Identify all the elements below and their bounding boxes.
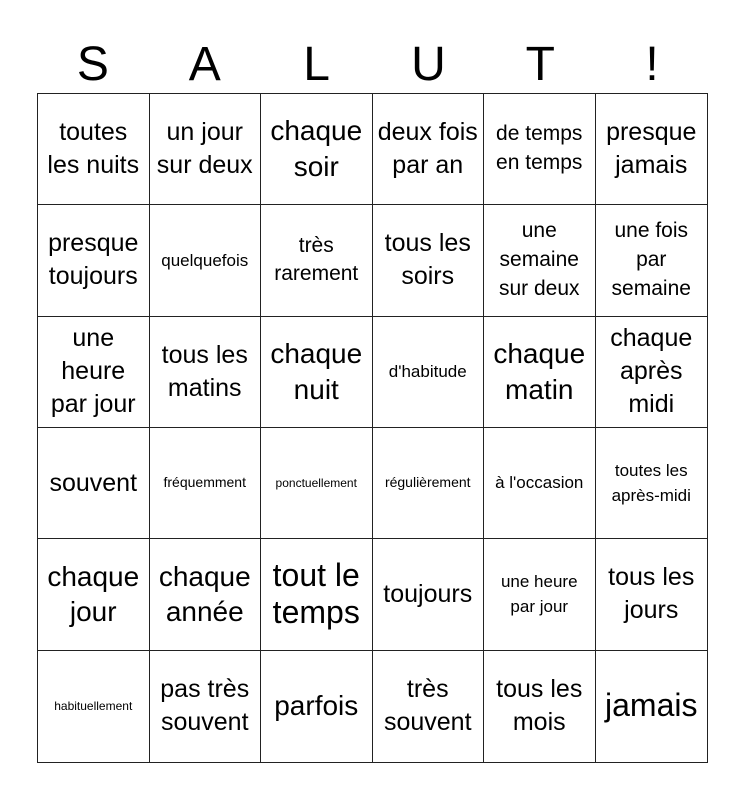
bingo-cell[interactable]: deux fois par an (373, 94, 485, 205)
title-letter: U (411, 38, 446, 91)
bingo-cell[interactable]: à l'occasion (484, 428, 596, 539)
title-letter: L (303, 38, 330, 91)
bingo-cell[interactable]: tous les soirs (373, 205, 485, 316)
bingo-cell[interactable]: tout le temps (261, 539, 373, 650)
bingo-cell[interactable]: très souvent (373, 651, 485, 762)
card-title (37, 36, 708, 93)
title-letter: A (188, 38, 221, 91)
bingo-cell[interactable]: jamais (605, 687, 698, 724)
bingo-cell[interactable]: chaque soir (261, 94, 373, 205)
bingo-cell[interactable]: d'habitude (373, 317, 485, 428)
bingo-cell[interactable]: quelquefois (150, 205, 262, 316)
bingo-grid (37, 93, 708, 763)
title-letter: S (76, 38, 109, 91)
bingo-cell[interactable]: tous les jours (596, 539, 708, 650)
bingo-cell[interactable]: toutes les nuits (38, 94, 150, 205)
bingo-cell[interactable]: tous les matins (150, 317, 262, 428)
bingo-cell[interactable]: habituellement (38, 651, 150, 762)
bingo-cell[interactable]: un jour sur deux (150, 94, 262, 205)
bingo-cell[interactable]: fréquemment (150, 428, 262, 539)
title-letter: ! (645, 38, 659, 91)
bingo-cell[interactable]: parfois (261, 651, 373, 762)
bingo-cell[interactable]: toujours (373, 539, 485, 650)
bingo-cell[interactable]: pas très souvent (150, 651, 262, 762)
bingo-cell[interactable]: très rarement (261, 205, 373, 316)
bingo-cell[interactable]: régulièrement (373, 428, 485, 539)
bingo-cell[interactable]: souvent (38, 428, 150, 539)
bingo-cell[interactable]: toutes les après-midi (596, 428, 708, 539)
title-letter: T (525, 38, 555, 91)
bingo-cell[interactable]: chaque année (150, 539, 262, 650)
bingo-cell[interactable]: une heure par jour (38, 317, 150, 428)
bingo-cell[interactable]: une semaine sur deux (484, 205, 596, 316)
bingo-cell[interactable]: de temps en temps (484, 94, 596, 205)
bingo-cell[interactable]: presque jamais (596, 94, 708, 205)
bingo-cell[interactable]: chaque matin (484, 317, 596, 428)
bingo-cell[interactable]: presque toujours (38, 205, 150, 316)
bingo-cell[interactable]: une fois par semaine (596, 205, 708, 316)
bingo-cell[interactable]: chaque jour (38, 539, 150, 650)
bingo-cell[interactable]: tous les mois (484, 651, 596, 762)
bingo-cell[interactable]: une heure par jour (484, 539, 596, 650)
bingo-cell[interactable]: chaque après midi (596, 317, 708, 428)
bingo-cell[interactable]: chaque nuit (261, 317, 373, 428)
bingo-cell[interactable]: ponctuellement (261, 428, 373, 539)
